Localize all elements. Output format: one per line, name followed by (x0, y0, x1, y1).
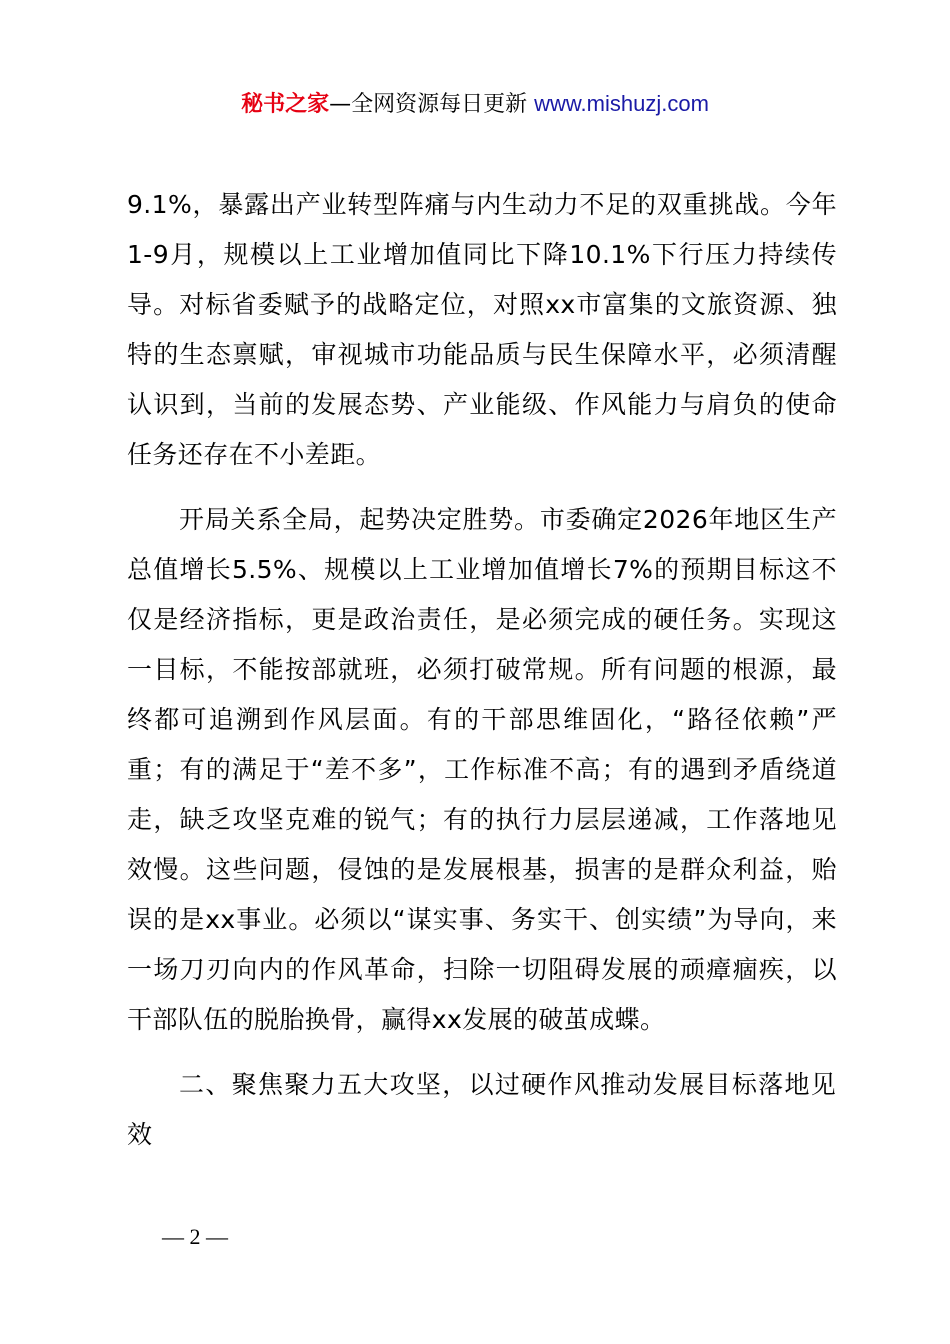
paragraph: 开局关系全局，起势决定胜势。市委确定2026年地区生产总值增长5.5%、规模以上工业增加值增长7%的预期目标这不仅是经济指标，更是政治责任，是必须完成的硬任务。实现这一目标，不能按部就班，必须打破常规。所有问题的根源，最终都可追溯到作风层面。有的干部思维固化，“路径依赖”严重；有的满足于“差不多”，工作标准不高；有的遇到矛盾绕道走，缺乏攻坚克难的锐气；有的执行力层层递减，工作落地见效慢。这些问题，侵蚀的是发展根基，损害的是群众利益，贻误的是xx事业。必须以“谋实事、务实干、创实绩”为导向，来一场刀刃向内的作风革命，扫除一切阻碍发展的顽瘴痼疾，以干部队伍的脱胎换骨，赢得xx发展的破茧成蝶。 (127, 505, 837, 1034)
paragraph-continued: 9.1%，暴露出产业转型阵痛与内生动力不足的双重挑战。今年1-9月，规模以上工业增加值同比下降10.1%下行压力持续传导。对标省委赋予的战略定位，对照xx市富集的文旅资源、独特的生态禀赋，审视城市功能品质与民生保障水平，必须清醒认识到，当前的发展态势、产业能级、作风能力与肩负的使命任务还存在不小差距。 (127, 190, 837, 469)
site-tagline: —全网资源每日更新 (329, 92, 535, 117)
section-heading: 二、聚焦聚力五大攻坚，以过硬作风推动发展目标落地见效 (127, 1070, 837, 1149)
site-url[interactable]: www.mishuzj.com (534, 91, 709, 116)
page-number: — 2 — (162, 1224, 228, 1249)
site-brand: 秘书之家 (241, 92, 330, 117)
document-body (127, 180, 837, 1175)
site-header (0, 86, 950, 123)
